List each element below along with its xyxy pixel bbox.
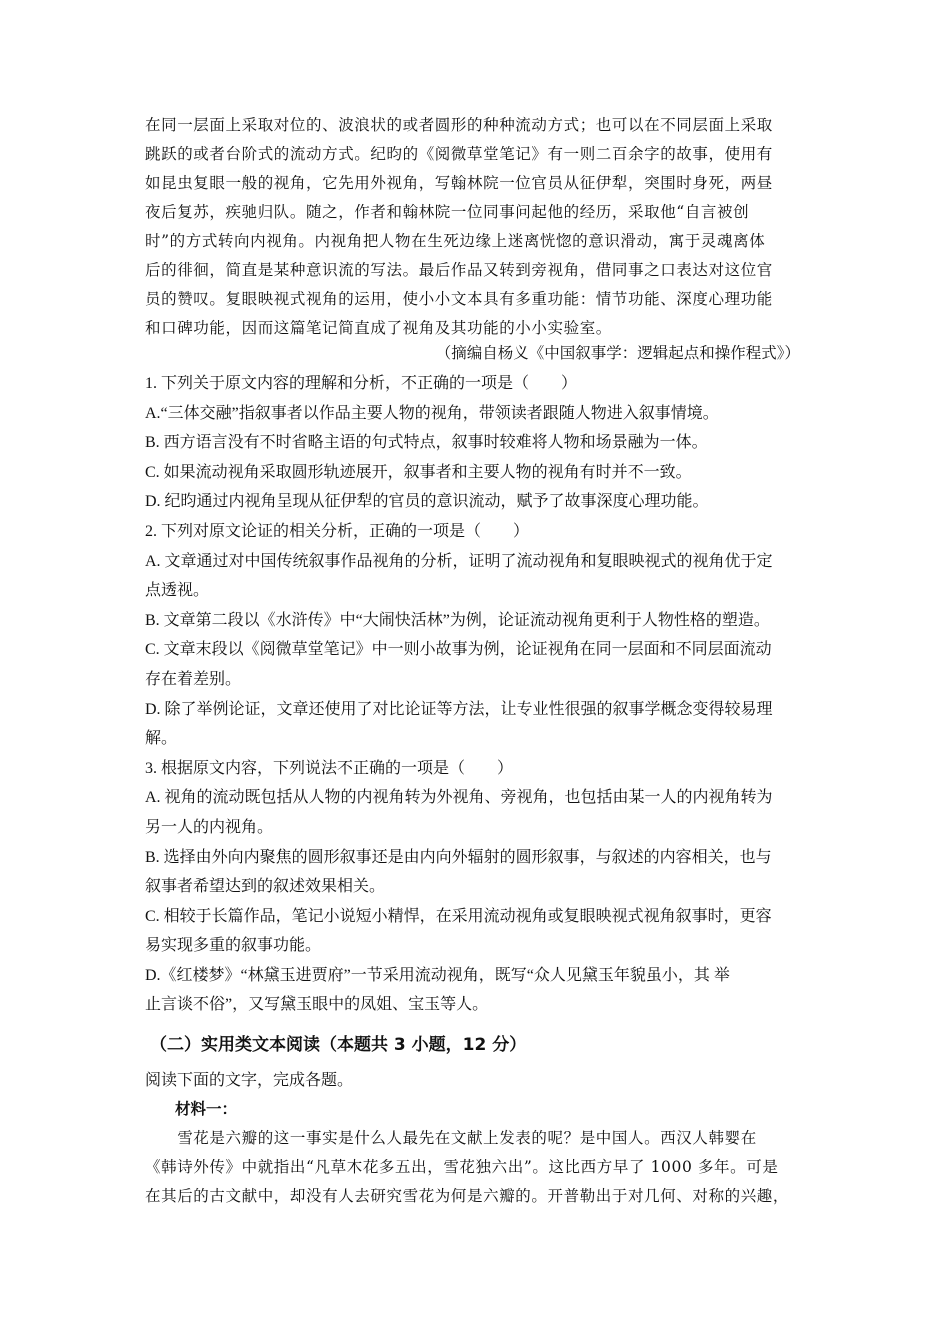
question-1-option-d: D. 纪昀通过内视角呈现从征伊犁的官员的意识流动，赋予了故事深度心理功能。 [145, 493, 709, 511]
material-label: 材料一： [175, 1099, 238, 1118]
question-3-option-a: A. 视角的流动既包括从人物的内视角转为外视角、旁视角，也包括由某一人的内视角转为 [145, 789, 773, 807]
material-line: 《韩诗外传》中就指出“凡草木花多五出，雪花独六出”。这比西方早了 1000 多年。可是 [145, 1158, 779, 1176]
question-2-option-c: C. 文章末段以《阅微草堂笔记》中一则小故事为例，论证视角在同一层面和不同层面流动 [145, 641, 772, 659]
question-2-option-d: D. 除了举例论证，文章还使用了对比论证等方法，让专业性很强的叙事学概念变得较易理 [145, 700, 773, 718]
material-paragraph [145, 1124, 825, 1211]
question-1-option-c: C. 如果流动视角采取圆形轨迹展开，叙事者和主要人物的视角有时并不一致。 [145, 463, 692, 481]
passage-line: 跳跃的或者台阶式的流动方式。纪昀的《阅微草堂笔记》有一则二百余字的故事，使用有 [145, 145, 773, 163]
passage-line: 和口碑功能，因而这篇笔记简直成了视角及其功能的小小实验室。 [145, 319, 612, 337]
material-line: 雪花是六瓣的这一事实是什么人最先在文献上发表的呢？是中国人。西汉人韩婴在 [145, 1129, 757, 1147]
passage-source: （摘编自杨义《中国叙事学：逻辑起点和操作程式》） [435, 344, 800, 362]
passage-line: 后的徘徊，简直是某种意识流的写法。最后作品又转到旁视角，借同事之口表达对这位官 [145, 261, 773, 279]
question-2-option-c-cont: 存在着差别。 [145, 670, 242, 688]
question-3-option-a-cont: 另一人的内视角。 [145, 818, 274, 836]
question-3-option-b: B. 选择由外向内聚焦的圆形叙事还是由内向外辐射的圆形叙事，与叙述的内容相关，也与 [145, 848, 772, 866]
section-instruction: 阅读下面的文字，完成各题。 [145, 1072, 354, 1089]
question-3-option-b-cont: 叙事者希望达到的叙述效果相关。 [145, 878, 386, 896]
question-3-option-c: C. 相较于长篇作品，笔记小说短小精悍，在采用流动视角或复眼映视式视角叙事时，更容 [145, 907, 772, 925]
question-1-stem: 1. 下列关于原文内容的理解和分析，不正确的一项是（ ） [145, 375, 578, 392]
question-2-stem: 2. 下列对原文论证的相关分析，正确的一项是（ ） [145, 522, 530, 540]
passage-line: 在同一层面上采取对位的、波浪状的或者圆形的种种流动方式；也可以在不同层面上采取 [145, 116, 773, 134]
passage-line: 员的赞叹。复眼映视式视角的运用，使小小文本具有多重功能：情节功能、深度心理功能 [145, 290, 773, 308]
question-block [145, 369, 815, 1020]
question-2-option-a: A. 文章通过对中国传统叙事作品视角的分析，证明了流动视角和复眼映视式的视角优于定 [145, 552, 773, 570]
passage-line: 时”的方式转向内视角。内视角把人物在生死边缘上迷离恍惚的意识滑动，寓于灵魂离体 [145, 232, 766, 250]
material-line: 在其后的古文献中，却没有人去研究雪花为何是六瓣的。开普勒出于对几何、对称的兴趣， [145, 1187, 790, 1205]
question-3-option-d: D.《红楼梦》“林黛玉进贾府”一节采用流动视角，既写“众人见黛玉年貌虽小，其 举 [145, 966, 730, 984]
question-3-option-c-cont: 易实现多重的叙事功能。 [145, 937, 322, 955]
question-3-stem: 3. 根据原文内容，下列说法不正确的一项是（ ） [145, 759, 514, 777]
question-1-option-a: A.“三体交融”指叙事者以作品主要人物的视角，带领读者跟随人物进入叙事情境。 [145, 404, 719, 422]
question-2-option-a-cont: 点透视。 [145, 582, 210, 600]
question-2-option-d-cont: 解。 [145, 730, 178, 748]
question-3-option-d-cont: 止言谈不俗”，又写黛玉眼中的凤姐、宝玉等人。 [145, 996, 489, 1014]
question-1-option-b: B. 西方语言没有不时省略主语的句式特点，叙事时较难将人物和场景融为一体。 [145, 434, 708, 452]
passage-paragraph [145, 111, 815, 343]
section-heading: （二）实用类文本阅读（本题共 3 小题，12 分） [150, 1035, 527, 1055]
passage-line: 如昆虫复眼一般的视角，它先用外视角，写翰林院一位官员从征伊犁，突围时身死，两昼 [145, 174, 773, 192]
passage-line: 夜后复苏，疾驰归队。随之，作者和翰林院一位同事问起他的经历，采取他“自言被创 [145, 203, 750, 221]
question-2-option-b: B. 文章第二段以《水浒传》中“大闹快活林”为例，论证流动视角更利于人物性格的塑造。 [145, 611, 770, 629]
